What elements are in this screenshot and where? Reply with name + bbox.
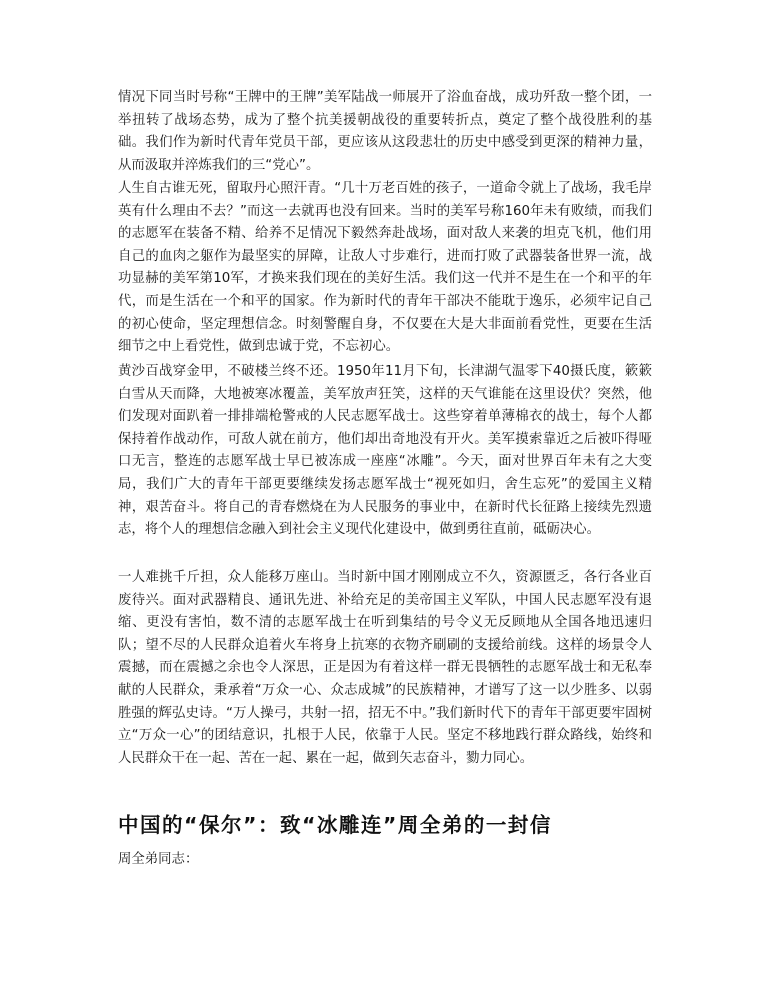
letter-salutation: 周全弟同志： [118,852,199,867]
paragraph-dedication: 人生自古谁无死，留取丹心照汗青。“几十万老百姓的孩子，一道命令就上了战场，我毛岸英有什么理由不去？”而这一去就再也没有回来。当时的美军号称160年未有败绩，而我们的志愿军在装备不精、给养不足情况下毅然奔赴战场，面对敌人来袭的坦克飞机，他们用自己的血肉之躯作为最坚实的屏障，让敌人寸步难行，进而打败了武器装备世界一流，战功显赫的美军第10军，才换来我们现在的美好生活。我们这一代并不是生在一个和平的年代，而是生活在一个和平的国家。作为新时代的青年干部决不能耽于逸乐，必须牢记自己的初心使命，坚定理想信念。时刻警醒自身，不仅要在大是大非面前看党性，更要在生活细节之中上看党性，做到忠诚于党，不忘初心。 [118,181,652,355]
paragraph-changjin-battle: 情况下同当时号称“王牌中的王牌”美军陆战一师展开了浴血奋战，成功歼敌一整个团，一举扭转了战场态势，成为了整个抗美援朝战役的重要转折点，奠定了整个战役胜利的基础。我们作为新时代青年党员干部，更应该从这段悲壮的历史中感受到更深的精神力量，从而汲取并淬炼我们的三“党心”。 [118,90,652,173]
section-heading: 中国的“保尔”：致“冰雕连”周全弟的一封信 [118,813,552,837]
paragraph-ice-sculpture: 黄沙百战穿金甲，不破楼兰终不还。1950年11月下旬，长津湖气温零下40摄氏度，簌簌白雪从天而降，大地被寒冰覆盖，美军放声狂笑，这样的天气谁能在这里设伏？突然，他们发现对面趴着一排排端枪警戒的人民志愿军战士。这些穿着单薄棉衣的战士，每个人都保持着作战动作，可敌人就在前方，他们却出奇地没有开火。美军摸索靠近之后被吓得哑口无言，整连的志愿军战士早已被冻成一座座“冰雕”。今天，面对世界百年未有之大变局，我们广大的青年干部更要继续发扬志愿军战士“视死如归，舍生忘死”的爱国主义精神，艰苦奋斗。将自己的青春燃烧在为人民服务的事业中，在新时代长征路上接续先烈遗志，将个人的理想信念融入到社会主义现代化建设中，做到勇往直前，砥砺决心。 [118,364,652,538]
paragraph-unity: 一人难挑千斤担，众人能移万座山。当时新中国才刚刚成立不久，资源匮乏，各行各业百废待兴。面对武器精良、通讯先进、补给充足的美帝国主义军队，中国人民志愿军没有退缩、更没有害怕，数不清的志愿军战士在听到集结的号令义无反顾地从全国各地迅速归队；望不尽的人民群众追着火车将身上抗寒的衣物齐刷刷的支援给前线。这样的场景令人震撼，而在震撼之余也令人深思，正是因为有着这样一群无畏牺牲的志愿军战士和无私奉献的人民群众，秉承着“万众一心、众志成城”的民族精神，才谱写了这一以少胜多、以弱胜强的辉弘史诗。“万人操弓，共射一招，招无不中。”我们新时代下的青年干部更要牢固树立“万众一心”的团结意识，扎根于人民，依靠于人民。坚定不移地践行群众路线，始终和人民群众干在一起、苦在一起、累在一起，做到矢志奋斗，勠力同心。 [118,570,652,766]
